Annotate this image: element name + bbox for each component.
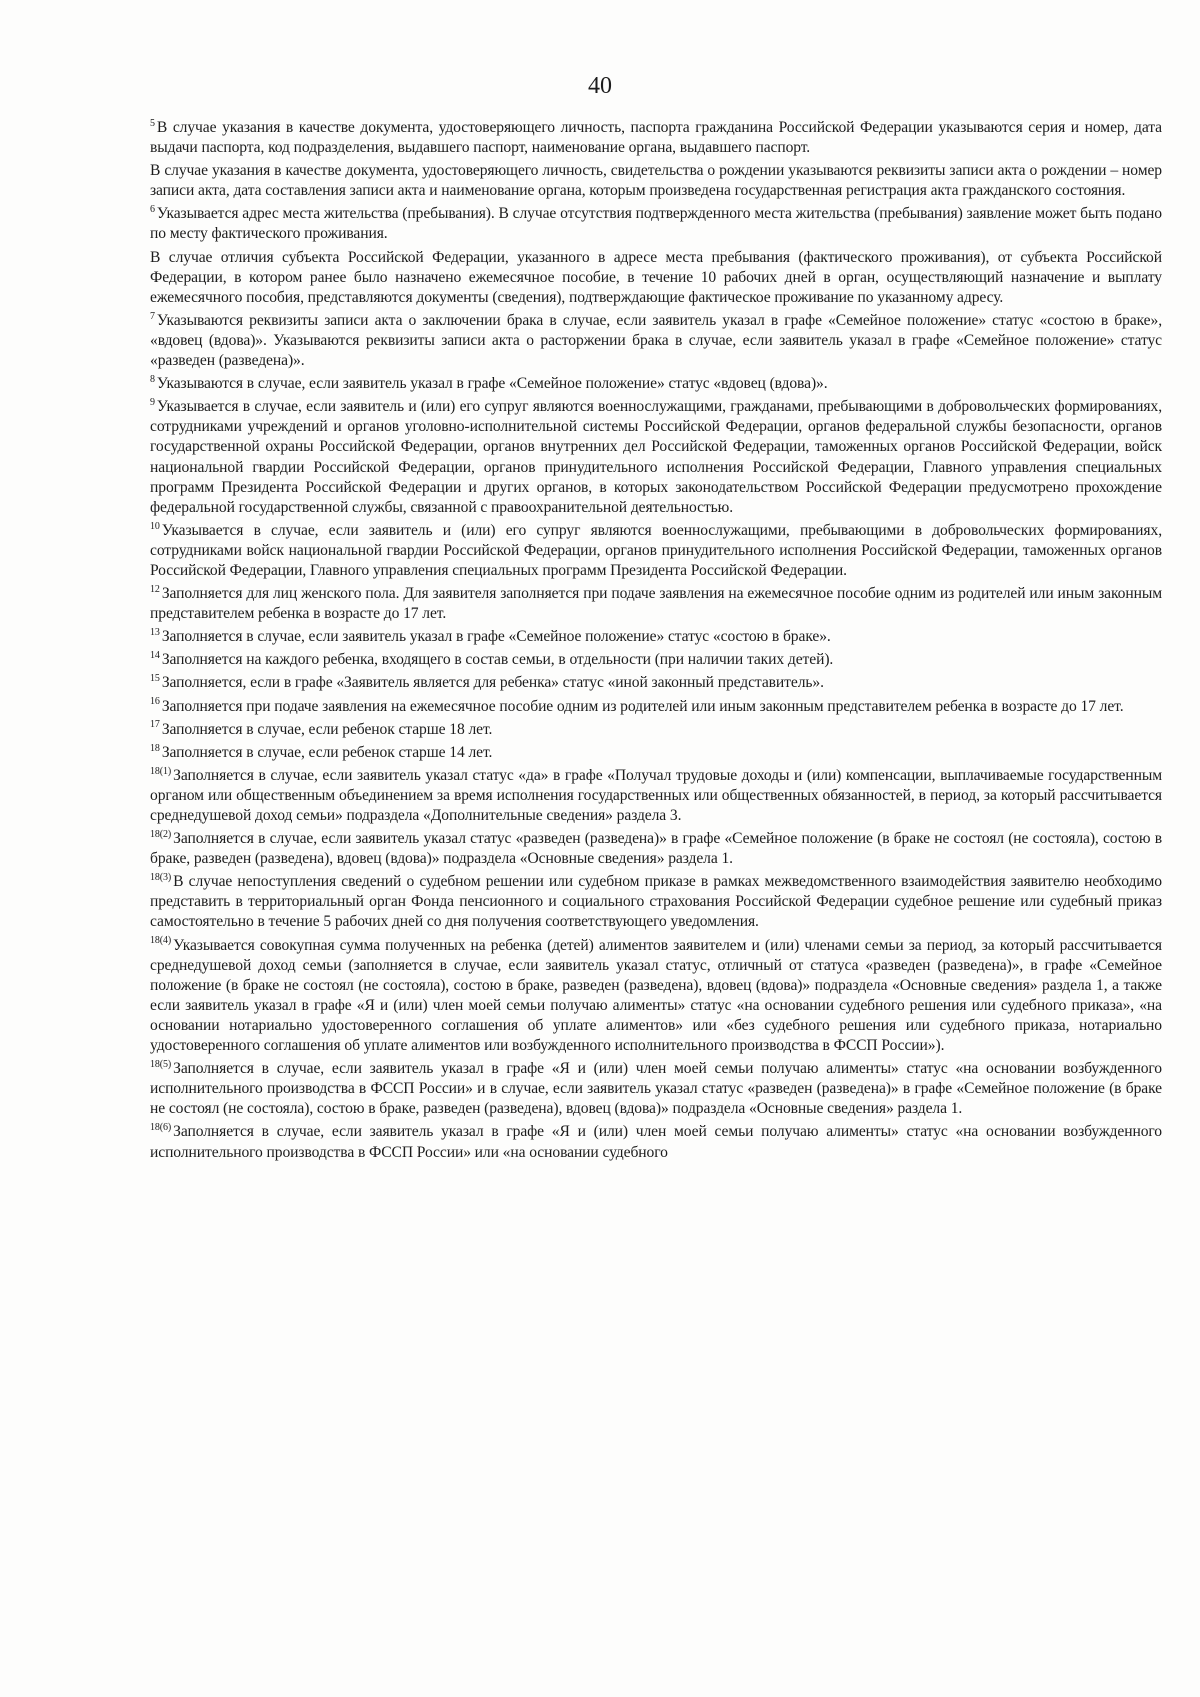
- footnote: [150, 673, 1162, 693]
- footnote-mark: 18(2): [150, 828, 172, 840]
- footnote-text: В случае указания в качестве документа, удостоверяющего личность, свидетельства о рождении указываются реквизиты записи акта о рождении – номер записи акта, дата составления записи акта и наименование органа, которым произведена государственная регистрация акта гражданского состояния.: [150, 162, 1162, 200]
- footnote-mark: 13: [150, 627, 160, 639]
- footnote-text: Заполняется в случае, если заявитель указал в графе «Я и (или) член моей семьи получаю алименты» статус «на основании возбужденного исполнительного производства в ФССП России» и в случае, если заявитель указал статус «разведен (разведена)» в графе «Семейное положение (в браке не состоял (не состояла), состою в браке, разведен (разведена), вдовец (вдова)» подраздела «Основные сведения» раздела 1.: [150, 1060, 1162, 1118]
- footnote: [150, 584, 1162, 624]
- footnote-mark: 16: [150, 696, 160, 708]
- footnote-text: Заполняется, если в графе «Заявитель является для ребенка» статус «иной законный представитель».: [161, 674, 824, 692]
- footnote-mark: 6: [150, 204, 155, 216]
- footnote: [150, 311, 1162, 371]
- footnote-text: Указывается совокупная сумма полученных на ребенка (детей) алиментов заявителем и (или) членами семьи за период, за который рассчитывается среднедушевой доход семьи (заполняется в случае, если заявитель указал статус, отличный от статуса «разведен (разведена)», в графе «Семейное положение (в браке не состоял (не состояла), состою в браке, разведен (разведена), вдовец (вдова)» подраздела «Основные сведения» раздела 1, а также если заявитель указал в графе «Я и (или) член моей семьи получаю алименты» статус «на основании судебного решения или судебного приказа», «на основании нотариально удостоверенного соглашения об уплате алиментов» или «без судебного решения или судебного приказа, нотариально удостоверенного соглашения об уплате алиментов или возбужденного исполнительного производства в ФССП России»).: [150, 936, 1162, 1055]
- footnote: [150, 1122, 1162, 1162]
- footnote-mark: 18(4): [150, 935, 172, 947]
- footnote: [150, 397, 1162, 518]
- footnote: [150, 521, 1162, 581]
- footnote-mark: 7: [150, 310, 155, 322]
- footnote-text: В случае указания в качестве документа, удостоверяющего личность, паспорта гражданина Российской Федерации указываются серия и номер, дата выдачи паспорта, код подразделения, выдавшего паспорт, наименование органа, выдавшего паспорт.: [150, 119, 1162, 157]
- footnote-text: Указываются реквизиты записи акта о заключении брака в случае, если заявитель указал в графе «Семейное положение» статус «состою в браке», «вдовец (вдова)». Указываются реквизиты записи акта о расторжении брака в случае, если заявитель указал в графе «Семейное положение» статус «разведен (разведена)».: [150, 311, 1162, 370]
- footnote-mark: 10: [150, 520, 160, 532]
- footnote-mark: 14: [150, 650, 160, 662]
- footnote-mark: 18(1): [150, 765, 172, 777]
- page-number: 40: [588, 73, 612, 99]
- footnote: [150, 872, 1162, 932]
- footnote-text: В случае отличия субъекта Российской Федерации, указанного в адресе места пребывания (фактического проживания), от субъекта Российской Федерации, в котором ранее было назначено ежемесячное пособие, в течение 10 рабочих дней в орган, осуществляющий назначение и выплату ежемесячного пособия, представляются документы (сведения), подтверждающие фактическое проживание по указанному адресу.: [150, 248, 1162, 306]
- footnote-text: Указывается адрес места жительства (пребывания). В случае отсутствия подтвержденного места жительства (пребывания) заявление может быть подано по месту фактического проживания.: [150, 205, 1162, 243]
- footnote: [150, 720, 1162, 740]
- footnote-text: Указываются в случае, если заявитель указал в графе «Семейное положение» статус «вдовец (вдова)».: [156, 375, 828, 393]
- footnote: [150, 766, 1162, 826]
- footnote-text: Заполняется для лиц женского пола. Для заявителя заполняется при подаче заявления на ежемесячное пособие одним из родителей или иным законным представителем ребенка в возрасте до 17 лет.: [150, 585, 1162, 623]
- footnote: [150, 204, 1162, 244]
- footnote-continuation: [150, 161, 1162, 201]
- footnote-mark: 15: [150, 673, 160, 685]
- footnote-text: Заполняется в случае, если заявитель указал статус «разведен (разведена)» в графе «Семейное положение (в браке не состоял (не состояла), состою в браке, разведен (разведена), вдовец (вдова)» подраздела «Основные сведения» раздела 1.: [150, 830, 1162, 868]
- footnote-text: Заполняется в случае, если ребенок старше 18 лет.: [161, 720, 493, 738]
- footnote-text: Указывается в случае, если заявитель и (или) его супруг являются военнослужащими, гражданами, пребывающими в добровольческих формированиях, сотрудниками учреждений и органов уголовно-исполнительной системы Российской Федерации, органов федеральной службы безопасности, органов государственной охраны Российской Федерации, органов внутренних дел Российской Федерации, таможенных органов Российской Федерации, войск национальной гвардии Российской Федерации, органов принудительного исполнения Российской Федерации, Главного управления специальных программ Президента Российской Федерации и других органов, в которых законодательством Российской Федерации предусмотрено прохождение федеральной государственной службы, связанной с правоохранительной деятельностью.: [150, 398, 1162, 516]
- footnote-text: Указывается в случае, если заявитель и (или) его супруг являются военнослужащими, пребывающими в добровольческих формированиях, сотрудниками войск национальной гвардии Российской Федерации, органов принудительного исполнения Российской Федерации, таможенных органов Российской Федерации, Главного управления специальных программ Президента Российской Федерации.: [150, 521, 1162, 579]
- footnote-mark: 18: [150, 742, 160, 754]
- footnote-mark: 18(6): [150, 1122, 172, 1134]
- footnote: [150, 627, 1162, 647]
- footnote-mark: 18(5): [150, 1058, 172, 1070]
- footnote: [150, 118, 1162, 158]
- footnote-text: Заполняется в случае, если ребенок старше 14 лет.: [161, 743, 493, 761]
- footnote-mark: 9: [150, 397, 155, 409]
- footnote-text: Заполняется в случае, если заявитель указал статус «да» в графе «Получал трудовые доходы и (или) компенсации, выплачиваемые государственным органом или общественным объединением за время исполнения государственных или общественных обязанностей, в период, за который рассчитывается среднедушевой доход семьи» подраздела «Дополнительные сведения» раздела 3.: [150, 766, 1162, 824]
- footnote: [150, 374, 1162, 394]
- footnote-continuation: [150, 248, 1162, 308]
- footnote: [150, 829, 1162, 869]
- footnote-mark: 12: [150, 583, 160, 595]
- footnote-mark: 8: [150, 373, 155, 385]
- footnote: [150, 743, 1162, 763]
- footnote-text: Заполняется в случае, если заявитель указал в графе «Семейное положение» статус «состою в браке».: [161, 628, 831, 646]
- footnote: [150, 1059, 1162, 1119]
- footnote-text: Заполняется на каждого ребенка, входящего в состав семьи, в отдельности (при наличии таких детей).: [161, 651, 834, 669]
- footnote: [150, 650, 1162, 670]
- footnote: [150, 697, 1162, 717]
- footnote-text: Заполняется в случае, если заявитель указал в графе «Я и (или) член моей семьи получаю алименты» статус «на основании возбужденного исполнительного производства в ФССП России» или «на основании судебного: [150, 1123, 1162, 1161]
- footnote: [150, 936, 1162, 1057]
- footnote-text: Заполняется при подаче заявления на ежемесячное пособие одним из родителей или иным законным представителем ребенка в возрасте до 17 лет.: [161, 697, 1124, 715]
- footnote-mark: 5: [150, 117, 155, 129]
- footnotes-block: [150, 118, 1162, 1166]
- footnote-mark: 18(3): [150, 872, 172, 884]
- footnote-mark: 17: [150, 719, 160, 731]
- footnote-text: В случае непоступления сведений о судебном решении или судебном приказе в рамках межведомственного взаимодействия заявителю необходимо представить в территориальный орган Фонда пенсионного и социального страхования Российской Федерации судебное решение или судебный приказ самостоятельно в течение 5 рабочих дней со дня получения соответствующего уведомления.: [150, 873, 1162, 931]
